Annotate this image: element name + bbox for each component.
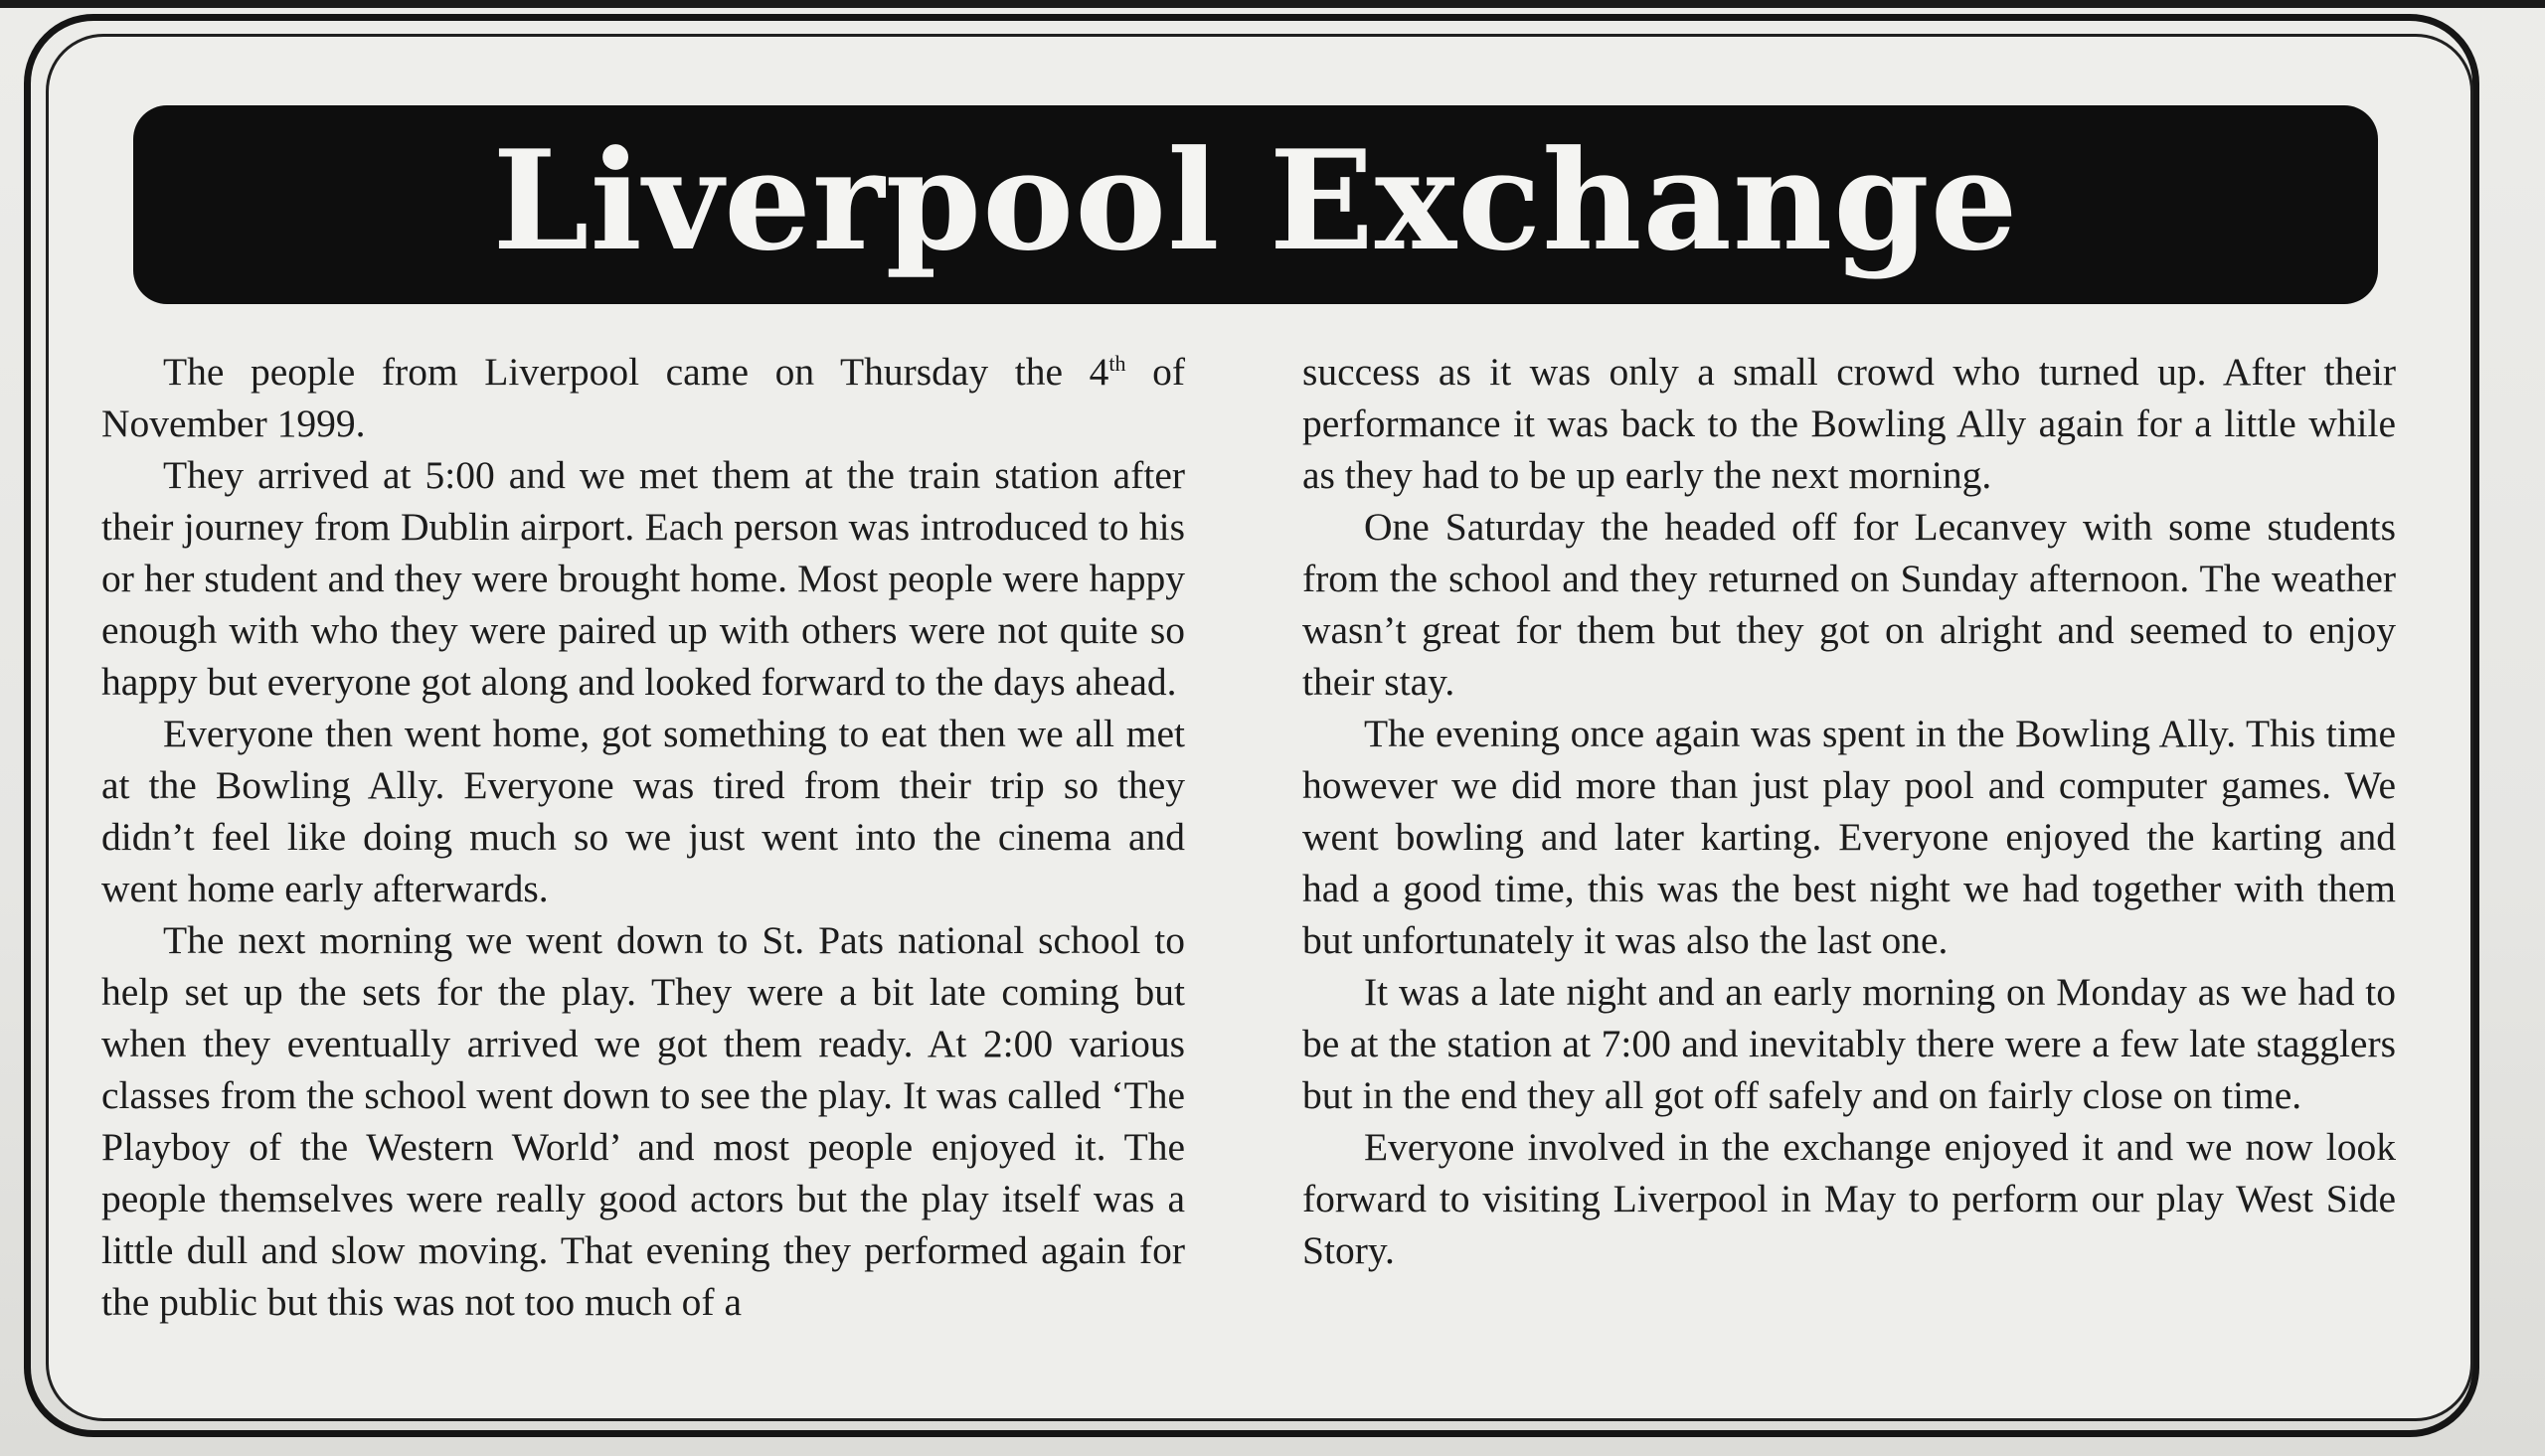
paragraph-text: The people from Liverpool came on Thursday the 4 — [163, 350, 1109, 394]
article-title: Liverpool Exchange — [492, 119, 2019, 281]
article-paragraph: The evening once again was spent in the Bowling Ally. This time however we did more than just play pool and computer games. We went bowling and later karting. Everyone enjoyed the karting and had a good time, this was the best night we had together with them but unfortunately it was also the last one. — [1302, 712, 2396, 962]
article-paragraph: It was a late night and an early morning on Monday as we had to be at the station at 7:00 and inevitably there were a few late stagglers but in the end they all got off safely and on fairly close on time. — [1302, 970, 2396, 1117]
article-paragraph: They arrived at 5:00 and we met them at the train station after their journey from Dublin airport. Each person was introduced to his or her student and they were brought home. Most people were happy enough with who they were paired up with others were not quite so happy but everyone got along and looked forward to the days ahead. — [101, 453, 1185, 704]
article-paragraph: Everyone then went home, got something to eat then we all met at the Bowling Ally. Everyone was tired from their trip so they didn’t feel like doing much so we just went into the cinema and went home early afterwards. — [101, 712, 1185, 910]
top-rule-divider — [0, 0, 2545, 8]
article-paragraph — [101, 346, 1185, 449]
paragraph-text: of November 1999. — [101, 350, 1186, 445]
article-right-column — [1302, 346, 2396, 1276]
article-left-column — [101, 346, 1185, 1328]
article-paragraph: Everyone involved in the exchange enjoyed it and we now look forward to visiting Liverpool in May to perform our play West Side Story. — [1302, 1125, 2396, 1272]
ordinal-suffix: th — [1108, 350, 1126, 376]
article-paragraph: The next morning we went down to St. Pats national school to help set up the sets for the play. They were a bit late coming but when they eventually arrived we got them ready. At 2:00 various classes from the school went down to see the play. It was called ‘The Playboy of the Western World’ and most people enjoyed it. The people themselves were really good actors but the play itself was a little dull and slow moving. That evening they performed again for the public but this was not too much of a — [101, 918, 1185, 1324]
article-paragraph-continued: success as it was only a small crowd who turned up. After their performance it was back to the Bowling Ally again for a little while as they had to be up early the next morning. — [1302, 350, 2396, 497]
article-paragraph: One Saturday the headed off for Lecanvey with some students from the school and they returned on Sunday afternoon. The weather wasn’t great for them but they got on alright and seemed to enjoy their stay. — [1302, 505, 2396, 704]
title-banner — [133, 105, 2378, 304]
